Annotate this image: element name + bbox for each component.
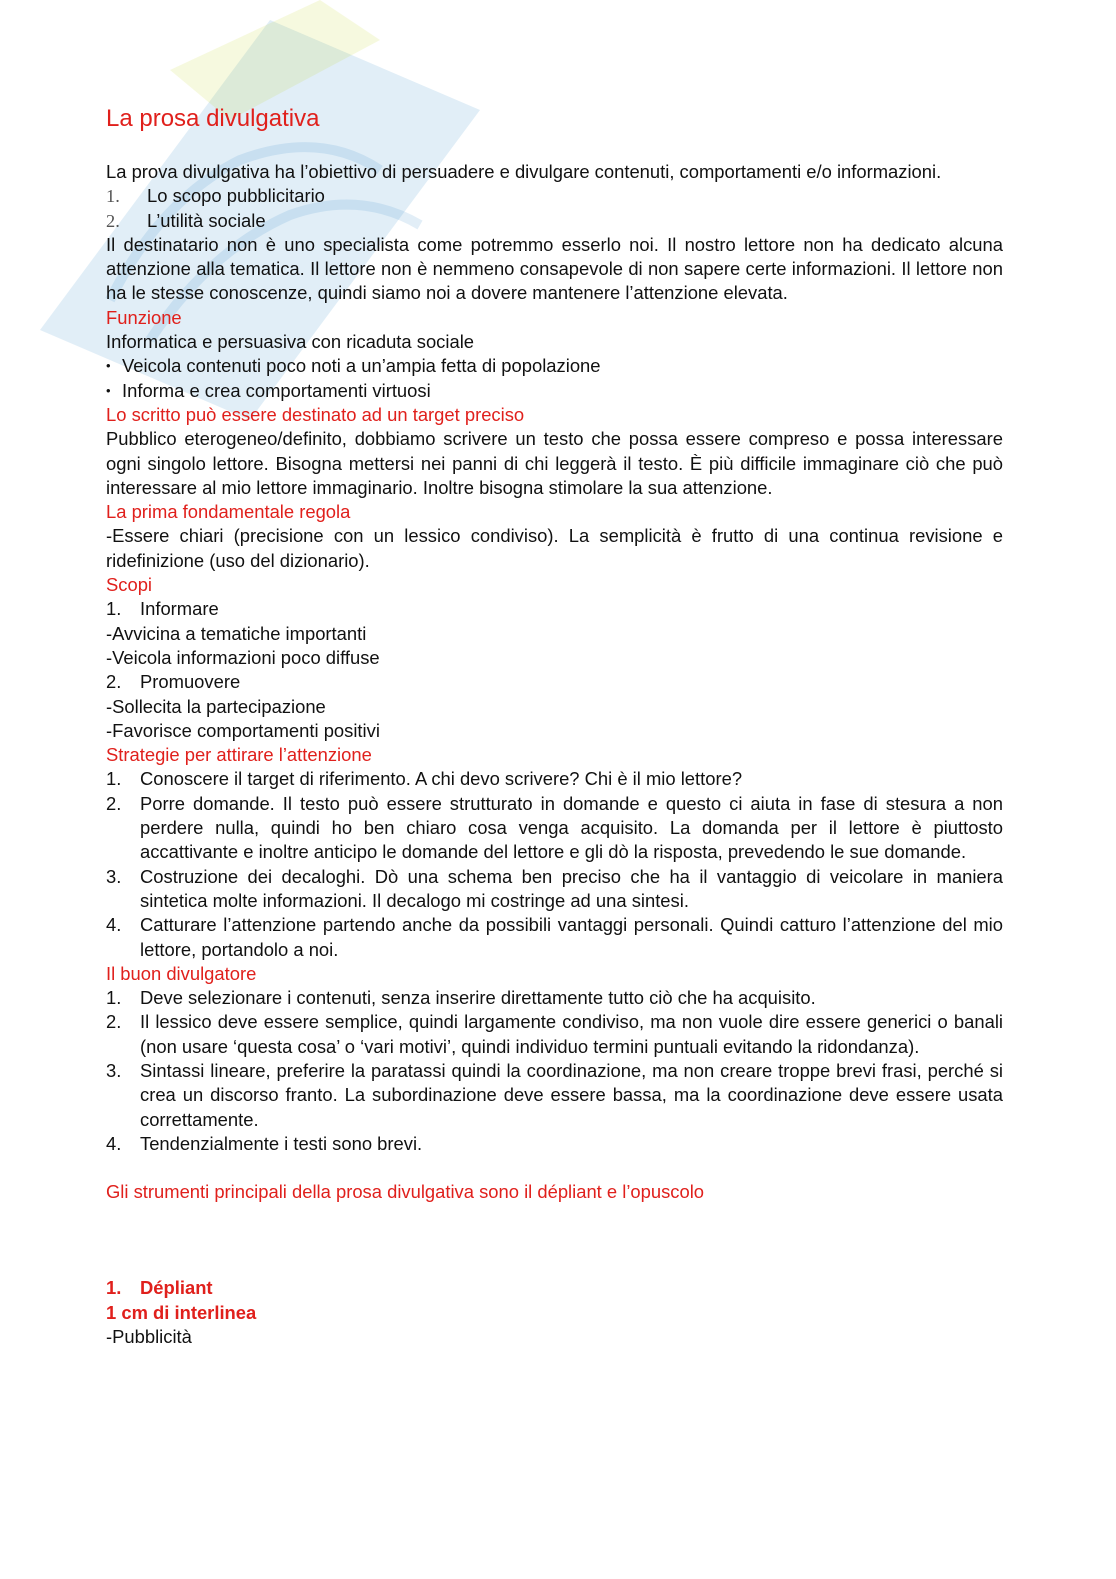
list-text: Catturare l’attenzione partendo anche da possibili vantaggi personali. Quindi catturo l’attenzione del mio lettore, portandolo a noi. [140,914,1003,960]
depliant-subheading: 1 cm di interlinea [106,1301,257,1323]
list-item [106,670,1003,694]
scopi-line: -Sollecita la partecipazione [106,695,326,717]
list-item [106,986,1003,1010]
list-text: Veicola contenuti poco noti a un’ampia fetta di popolazione [122,355,601,377]
divulgatore-list [106,986,1003,1156]
depliant-heading [106,1276,1003,1300]
list-text: Porre domande. Il testo può essere strutturato in domande e questo ci aiuta in fase di stesura a non perdere nulla, quindi ho ben chiaro cosa venga acquisito. La domanda per il lettore è piuttosto accattivante e inoltre anticipo le domande del lettore e gli dò la risposta, prevedendo le sue domande. [140,792,1003,863]
list-number: 1. [106,1277,122,1299]
list-item [106,379,1003,403]
list-text: Conoscere il target di riferimento. A chi devo scrivere? Chi è il mio lettore? [140,768,743,790]
list-text: Informa e crea comportamenti virtuosi [122,379,431,401]
target-paragraph: Pubblico eterogeneo/definito, dobbiamo scrivere un testo che possa essere compreso e possa interessare ogni singolo lettore. Bisogna mettersi nei panni di chi leggerà il testo. È più difficile immaginare ciò che può interessare al mio lettore immaginario. Inoltre bisogna stimolare la sua attenzione. [106,428,1003,498]
divulgatore-heading: Il buon divulgatore [106,962,257,984]
list-text: Informare [140,598,219,620]
list-number: 3. [106,1059,122,1081]
list-text: Il lessico deve essere semplice, quindi largamente condiviso, ma non vuole dire essere generici o banali (non usare ‘questa cosa’ o ‘vari motivi’, quindi individuo termini puntuali evitando la ridondanza). [140,1011,1003,1057]
funzione-text: Informatica e persuasiva con ricaduta sociale [106,331,475,353]
list-item [106,767,1003,791]
list-text: Lo scopo pubblicitario [147,185,325,207]
list-item [106,184,1003,208]
list-number: 2. [106,1011,122,1033]
list-item [106,1059,1003,1132]
reader-paragraph: Il destinatario non è uno specialista come potremmo esserlo noi. Il nostro lettore non ha dedicato alcuna attenzione alla tematica. Il lettore non è nemmeno consapevole di non sapere certe informazioni. Il lettore non ha le stesse conoscenze, quindi siamo noi a dovere mantenere l’attenzione elevata. [106,233,1003,304]
list-item [106,792,1003,865]
funzione-bullets [106,354,1003,403]
list-item [106,597,1003,621]
strumenti-line: Gli strumenti principali della prosa divulgativa sono il dépliant e l’opuscolo [106,1181,705,1203]
list-item [106,354,1003,378]
scopi-list-1 [106,597,1003,621]
list-number: 2. [106,792,122,814]
list-text: Dépliant [140,1277,213,1299]
list-text: Sintassi lineare, preferire la paratassi quindi la coordinazione, ma non creare troppe brevi frasi, perché si crea un discorso franto. La subordinazione deve essere bassa, ma la coordinazione deve essere usata correttamente. [140,1059,1003,1130]
list-item [106,865,1003,914]
list-number: 1. [106,768,122,790]
list-item [106,1010,1003,1059]
regola-paragraph: -Essere chiari (precisione con un lessico condiviso). La semplicità è frutto di una continua revisione e ridefinizione (uso del dizionario). [106,525,1003,571]
list-number: 1. [106,987,122,1009]
scopi-line: -Avvicina a tematiche importanti [106,622,367,644]
list-item [106,913,1003,962]
depliant-heading-list [106,1276,1003,1300]
scopi-list-2 [106,670,1003,694]
list-item [106,1132,1003,1156]
list-number: 4. [106,914,122,936]
strategie-list [106,767,1003,961]
list-text: Tendenzialmente i testi sono brevi. [140,1132,423,1154]
list-number: 3. [106,865,122,887]
list-text: Deve selezionare i contenuti, senza inserire direttamente tutto ciò che ha acquisito. [140,987,816,1009]
list-text: Costruzione dei decaloghi. Dò una schema ben preciso che ha il vantaggio di veicolare in maniera sintetica molte informazioni. Il decalogo mi costringe ad una sintesi. [140,865,1003,911]
list-number: 2. [106,210,120,231]
regola-heading: La prima fondamentale regola [106,501,351,523]
list-item [106,209,1003,233]
list-number: 1. [106,598,122,620]
list-text: Promuovere [140,671,241,693]
intro-paragraph: La prova divulgativa ha l’obiettivo di persuadere e divulgare contenuti, comportamenti e/o informazioni. [106,161,942,182]
depliant-line: -Pubblicità [106,1326,192,1348]
bullet-icon: • [106,358,111,374]
scopi-heading: Scopi [106,574,153,596]
list-number: 2. [106,671,122,693]
list-number: 4. [106,1132,122,1154]
purposes-list [106,184,1003,233]
list-text: L’utilità sociale [147,209,266,231]
scopi-line: -Veicola informazioni poco diffuse [106,646,380,668]
target-heading: Lo scritto può essere destinato ad un target preciso [106,403,525,425]
document-page [106,104,1003,1349]
scopi-line: -Favorisce comportamenti positivi [106,719,380,741]
strategie-heading: Strategie per attirare l’attenzione [106,744,372,766]
list-number: 1. [106,186,120,207]
bullet-icon: • [106,382,111,398]
funzione-heading: Funzione [106,306,182,328]
page-title: La prosa divulgativa [106,105,320,132]
